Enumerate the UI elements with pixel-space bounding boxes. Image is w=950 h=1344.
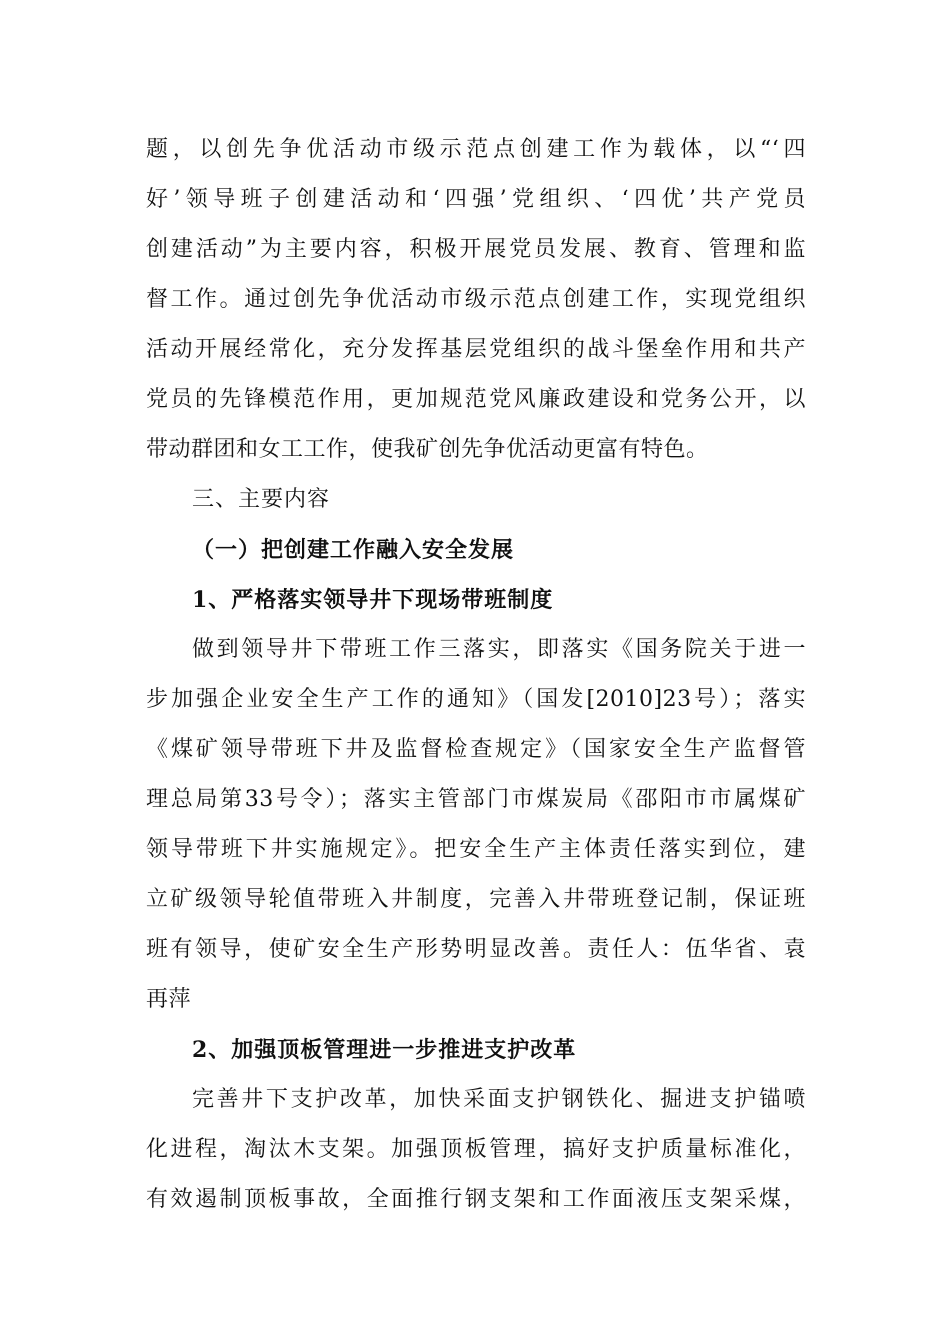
paragraph-line: 理总局第33号令）；落实主管部门市煤炭局《邵阳市市属煤矿 <box>146 787 806 812</box>
item-heading: 1、严格落实领导井下现场带班制度 <box>192 587 554 613</box>
item-heading: 2、加强顶板管理进一步推进支护改革 <box>192 1037 577 1063</box>
paragraph-line: 题，以创先争优活动市级示范点创建工作为载体，以“‘四 <box>146 137 806 162</box>
paragraph-line: 党员的先锋模范作用，更加规范党风廉政建设和党务公开，以 <box>146 387 806 412</box>
paragraph-line: 创建活动”为主要内容，积极开展党员发展、教育、管理和监 <box>146 237 806 262</box>
paragraph-line: 好’领导班子创建活动和‘四强’党组织、‘四优’共产党员 <box>146 187 806 212</box>
paragraph-line: 做到领导井下带班工作三落实，即落实《国务院关于进一 <box>192 637 806 662</box>
paragraph-line: 完善井下支护改革，加快采面支护钢铁化、掘进支护锚喷 <box>192 1087 806 1112</box>
paragraph-line: 再萍 <box>146 987 192 1012</box>
paragraph-line: 活动开展经常化，充分发挥基层党组织的战斗堡垒作用和共产 <box>146 337 806 362</box>
paragraph-line: 步加强企业安全生产工作的通知》（国发[2010]23号）；落实 <box>146 687 806 712</box>
paragraph-line: 有效遏制顶板事故，全面推行钢支架和工作面液压支架采煤， <box>146 1187 806 1212</box>
section-heading: 三、主要内容 <box>192 487 331 512</box>
paragraph-line: 化进程，淘汰木支架。加强顶板管理，搞好支护质量标准化， <box>146 1137 806 1162</box>
paragraph-line: 班有领导，使矿安全生产形势明显改善。责任人：伍华省、袁 <box>146 937 806 962</box>
paragraph-line: 督工作。通过创先争优活动市级示范点创建工作，实现党组织 <box>146 287 806 312</box>
paragraph-line: 带动群团和女工工作，使我矿创先争优活动更富有特色。 <box>146 437 709 462</box>
paragraph-line: 《煤矿领导带班下井及监督检查规定》（国家安全生产监督管 <box>146 737 806 762</box>
subsection-heading: （一）把创建工作融入安全发展 <box>192 537 515 563</box>
paragraph-line: 立矿级领导轮值带班入井制度，完善入井带班登记制，保证班 <box>146 887 806 912</box>
paragraph-line: 领导带班下井实施规定》。把安全生产主体责任落实到位，建 <box>146 837 806 862</box>
